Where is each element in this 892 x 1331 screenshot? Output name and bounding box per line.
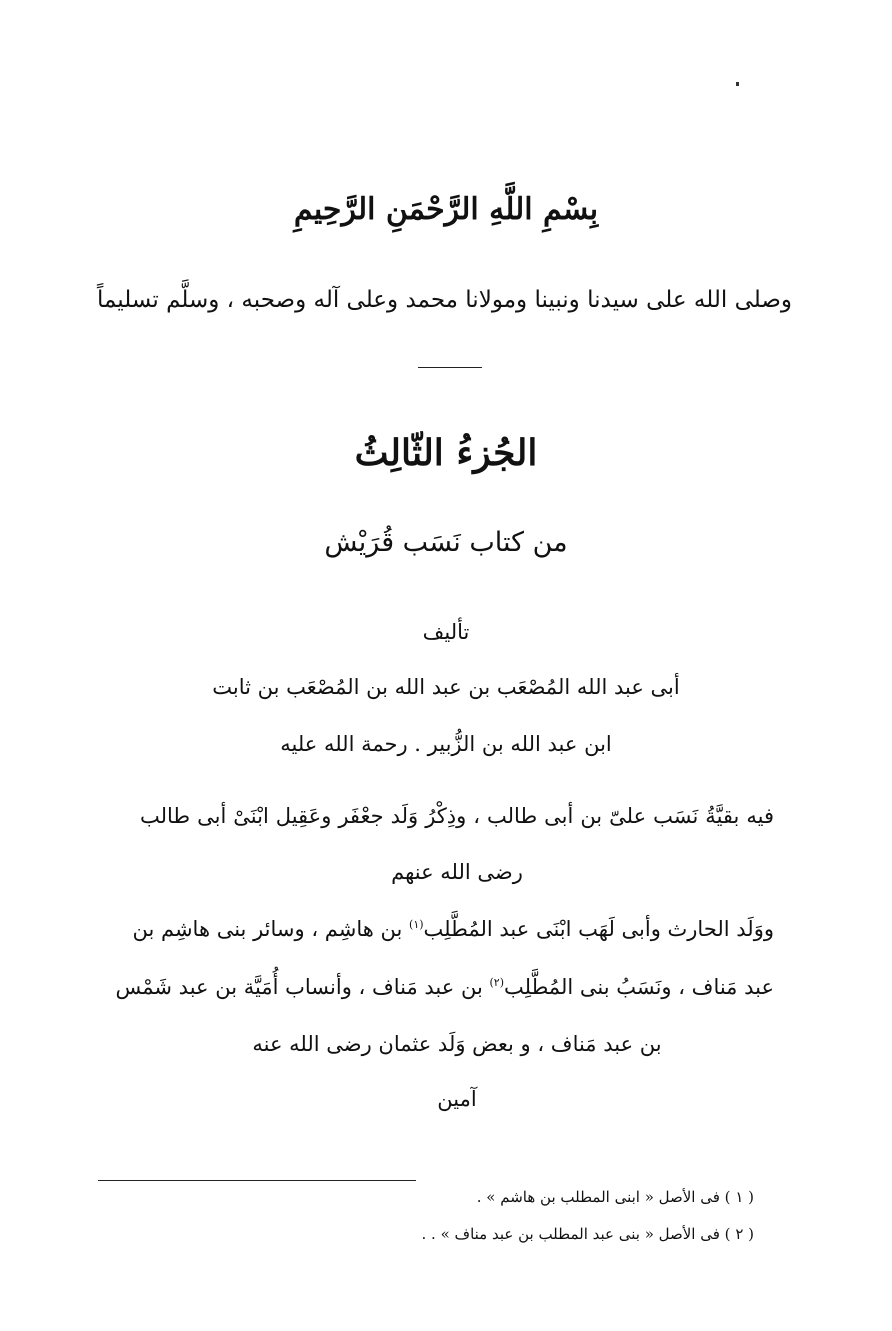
footnote-ref-1: (١) — [409, 918, 424, 931]
contents-line-3-part-b: بن هاشِم ، وسائر بنى هاشِم بن — [132, 917, 403, 941]
contents-line-3 — [132, 917, 774, 941]
closing-amen: آمين — [437, 1087, 477, 1111]
contents-line-2: رضى الله عنهم — [391, 860, 523, 884]
contents-line-4 — [115, 975, 774, 999]
footnote-divider — [98, 1180, 416, 1181]
contents-line-1: فيه بقيَّةُ نَسَب علىّ بن أبى طالب ، وذِكْرُ وَلَد جعْفَر وعَقِيل ابْنَىْ أبى طالب — [140, 804, 774, 828]
part-title: الجُزءُ الثّالِثُ — [354, 432, 538, 474]
author-name-line-1: أبى عبد الله المُصْعَب بن عبد الله بن المُصْعَب بن ثابت — [212, 675, 680, 699]
basmala: بِسْمِ اللَّهِ الرَّحْمَنِ الرَّحِيمِ — [293, 192, 599, 227]
author-name-line-2: ابن عبد الله بن الزُّبير . رحمة الله عليه — [280, 732, 612, 756]
book-title: من كتاب نَسَب قُرَيْش — [324, 527, 568, 558]
contents-line-3-part-a: ووَلَد الحارث وأبى لَهَب ابْنَى عبد المُطَّلِب — [423, 917, 774, 941]
salawat-line: وصلى الله على سيدنا ونبينا ومولانا محمد وعلى آله وصحبه ، وسلَّم تسليماً — [96, 287, 792, 313]
footnote-2: ( ٢ ) فى الأصل « بنى عبد المطلب بن عبد مناف » . . — [421, 1225, 754, 1243]
contents-line-4-part-b: بن عبد مَناف ، وأنساب أُمَيَّة بن عبد شَمْس — [115, 975, 483, 999]
stray-ink-mark — [736, 82, 739, 86]
contents-line-4-part-a: عبد مَناف ، ونَسَبُ بنى المُطَّلِب — [504, 975, 774, 999]
authorship-label: تأليف — [422, 620, 470, 644]
footnote-1: ( ١ ) فى الأصل « ابنى المطلب بن هاشم » . — [476, 1188, 754, 1206]
contents-line-5: بن عبد مَناف ، و بعض وَلَد عثمان رضى الله عنه — [252, 1032, 662, 1056]
title-divider — [418, 367, 482, 368]
footnote-ref-2: (٢) — [489, 976, 504, 989]
